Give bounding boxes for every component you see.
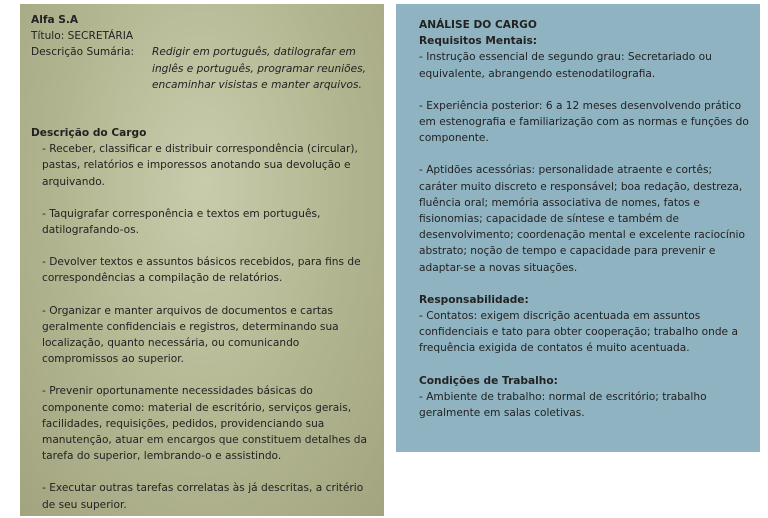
duties-heading: Descrição do Cargo: [31, 127, 147, 140]
mental-requirement-item: - Instrução essencial de segundo grau: Secretariado ou equivalente, abrangendo estenodatilografia.: [419, 51, 712, 80]
mental-requirements-heading: Requisitos Mentais:: [419, 35, 538, 48]
responsibility-heading: Responsabilidade:: [419, 293, 529, 306]
job-analysis-panel: [396, 4, 760, 452]
work-conditions-heading: Condições de Trabalho:: [419, 374, 558, 387]
job-title: Título: SECRETÁRIA: [31, 30, 134, 43]
mental-requirement-item: - Aptidões acessórias: personalidade atraente e cortês; caráter muito discreto e responsável; boa redação, destreza, fluência oral; memória associativa de nomes, fatos e fisionomias; capacidade de síntese e também de desenvolvimento; coordenação mental e excelente raciocínio abstrato; noção de tempo e capacidade para prevenir e adaptar-se a novas situações.: [419, 164, 745, 274]
duty-item: - Organizar e manter arquivos de documentos e cartas geralmente confidenciais e registros, determinando sua localização, quanto necessária, ou comunicando compromissos ao superior.: [42, 304, 339, 366]
company-name: Alfa S.A: [31, 14, 79, 26]
duty-item: - Taquigrafar corresponência e textos em português, datilografando-os.: [42, 207, 321, 237]
job-description-panel: [20, 4, 384, 516]
summary-row: [31, 44, 374, 93]
duty-item: - Receber, classificar e distribuir correspondência (circular), pastas, relatórios e imporessos anotando sua devolução e arquivando.: [42, 143, 358, 188]
duty-item: - Executar outras tarefas correlatas às já descritas, a critério de seu superior.: [42, 482, 364, 511]
responsibility-text: - Contatos: exigem discrição acentuada em assuntos confidenciais e tato para obter cooperação; trabalho onde a frequência exigida de contatos é muito acentuada.: [419, 310, 738, 355]
mental-requirement-item: - Experiência posterior: 6 a 12 meses desenvolvendo prático em estenografia e familiarização com as normas e funções do componente.: [419, 99, 749, 145]
work-conditions-text: - Ambiente de trabalho: normal de escritório; trabalho geralmente em salas coletivas.: [419, 390, 707, 420]
summary-text: Redigir em português, datilografar em inglês e português, programar reuniões, encaminhar visistas e manter arquivos.: [152, 46, 367, 91]
summary-label: Descrição Sumária:: [31, 46, 135, 59]
duty-item: - Devolver textos e assuntos básicos recebidos, para fins de correspondências a compilação de relatórios.: [42, 256, 361, 285]
analysis-title: ANÁLISE DO CARGO: [419, 19, 537, 31]
duty-item: - Prevenir oportunamente necessidades básicas do componente como: material de escritório, serviços gerais, facilidades, requisições, pedidos, providenciando sua manutenção, atuar em encargos que constituem detalhes da tarefa do superior, lembrando-o e assistindo.: [42, 385, 367, 463]
